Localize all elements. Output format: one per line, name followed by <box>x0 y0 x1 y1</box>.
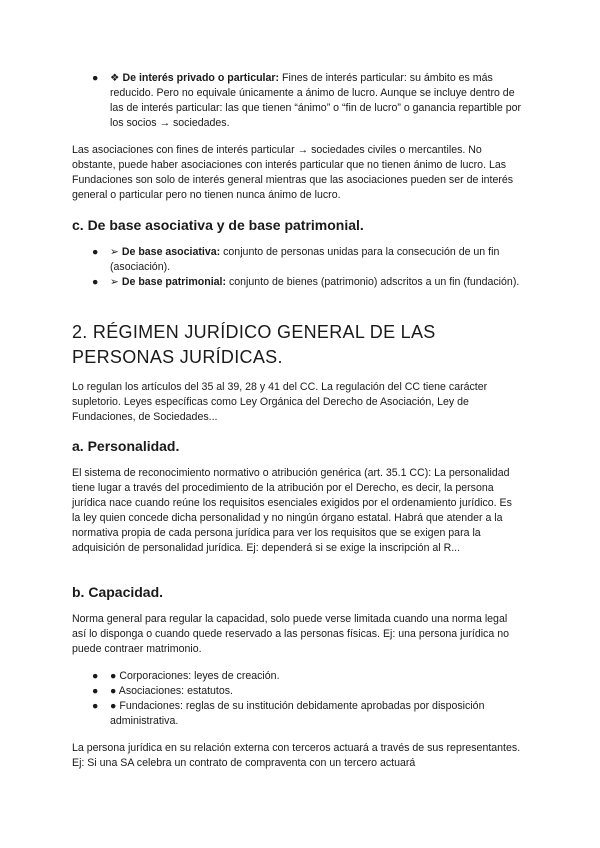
bullet-dot: ● <box>92 276 99 288</box>
paragraph-personalidad: El sistema de reconocimiento normativo o atribución genérica (art. 35.1 CC): La personalidad tiene lugar a través del procedimiento de la atribución por el Derecho, es decir, la persona jurídica nace cuando reúne los requisitos esenciales exigidos por el ordenamiento jurídico. Es la ley quien concede dicha personalidad y no ningún órgano estatal. Habrá que atender a la normativa propia de cada persona jurídica para ver los requisitos que se exigen para la adquisición de personalidad jurídica. Ej: dependerá si se exige la inscripción al R... <box>72 467 512 554</box>
heading-personalidad: a. Personalidad. <box>72 438 180 454</box>
section-heading-regimen-juridico: 2. RÉGIMEN JURÍDICO GENERAL DE LAS PERSONAS JURÍDICAS. <box>72 322 436 367</box>
heading-base-asociativa: c. De base asociativa y de base patrimonial. <box>72 217 364 233</box>
term-base-asociativa: De base asociativa: <box>121 246 221 258</box>
bullet-dot: ● <box>92 700 99 712</box>
bullet-dot: ● <box>92 72 99 84</box>
arrow-marker: ➢ <box>110 246 122 258</box>
list-item-corporaciones: ● ● Corporaciones: leyes de creación. <box>92 670 280 682</box>
list-item-base-patrimonial <box>92 275 522 290</box>
paragraph-regulacion: Lo regulan los artículos del 35 al 39, 28 y 41 del CC. La regulación del CC tiene carácter supletorio. Leyes específicas como Ley Orgánica del Derecho de Asociación, Ley de Fundaciones, de Sociedades... <box>72 381 488 423</box>
term-base-patrimonial: De base patrimonial: <box>121 276 227 288</box>
definition-base-asociativa: conjunto de personas unidas para la consecución de un fin (asociación). <box>110 246 500 273</box>
list-item-fundaciones: ● ● Fundaciones: reglas de su institución debidamente aprobadas por disposición administrativa. <box>92 700 485 727</box>
diamond-marker: ❖ <box>110 72 123 84</box>
list-item-base-asociativa <box>92 245 522 275</box>
term-interes-privado: De interés privado o particular: <box>122 72 280 84</box>
heading-capacidad: b. Capacidad. <box>72 584 164 600</box>
bullet-dot: ● <box>92 670 99 682</box>
definition-interes-privado: Fines de interés particular: su ámbito es más reducido. Pero no equivale únicamente a ánimo de lucro. Aunque se incluye dentro de las de interés particular: las que tienen “ánimo” o “fin de lucro” o ganancia repartible por los socios → sociedades. <box>110 72 522 129</box>
definition-base-patrimonial: conjunto de bienes (patrimonio) adscritos a un fin (fundación). <box>226 276 520 288</box>
paragraph-relacion-externa: La persona jurídica en su relación externa con terceros actuará a través de sus representantes. Ej: Si una SA celebra un contrato de compraventa con un tercero actuará <box>72 742 521 769</box>
paragraph-capacidad: Norma general para regular la capacidad, solo puede verse limitada cuando una norma legal así lo disponga o cuando quede reservado a las personas físicas. Ej: una persona jurídica no puede contraer matrimonio. <box>72 613 509 655</box>
paragraph-asociaciones: Las asociaciones con fines de interés particular → sociedades civiles o mercantiles. No obstante, puede haber asociaciones con interés particular que no tienen ánimo de lucro. Las Fundaciones son solo de interés general mientras que las asociaciones pueden ser de interés general o particular pero no tienen nunca ánimo de lucro. <box>72 144 514 201</box>
bullet-dot: ● <box>92 246 99 258</box>
list-item-asociaciones: ● ● Asociaciones: estatutos. <box>92 685 233 697</box>
arrow-marker: ➢ <box>110 276 122 288</box>
list-item-interes-privado <box>92 71 522 131</box>
bullet-dot: ● <box>92 685 99 697</box>
